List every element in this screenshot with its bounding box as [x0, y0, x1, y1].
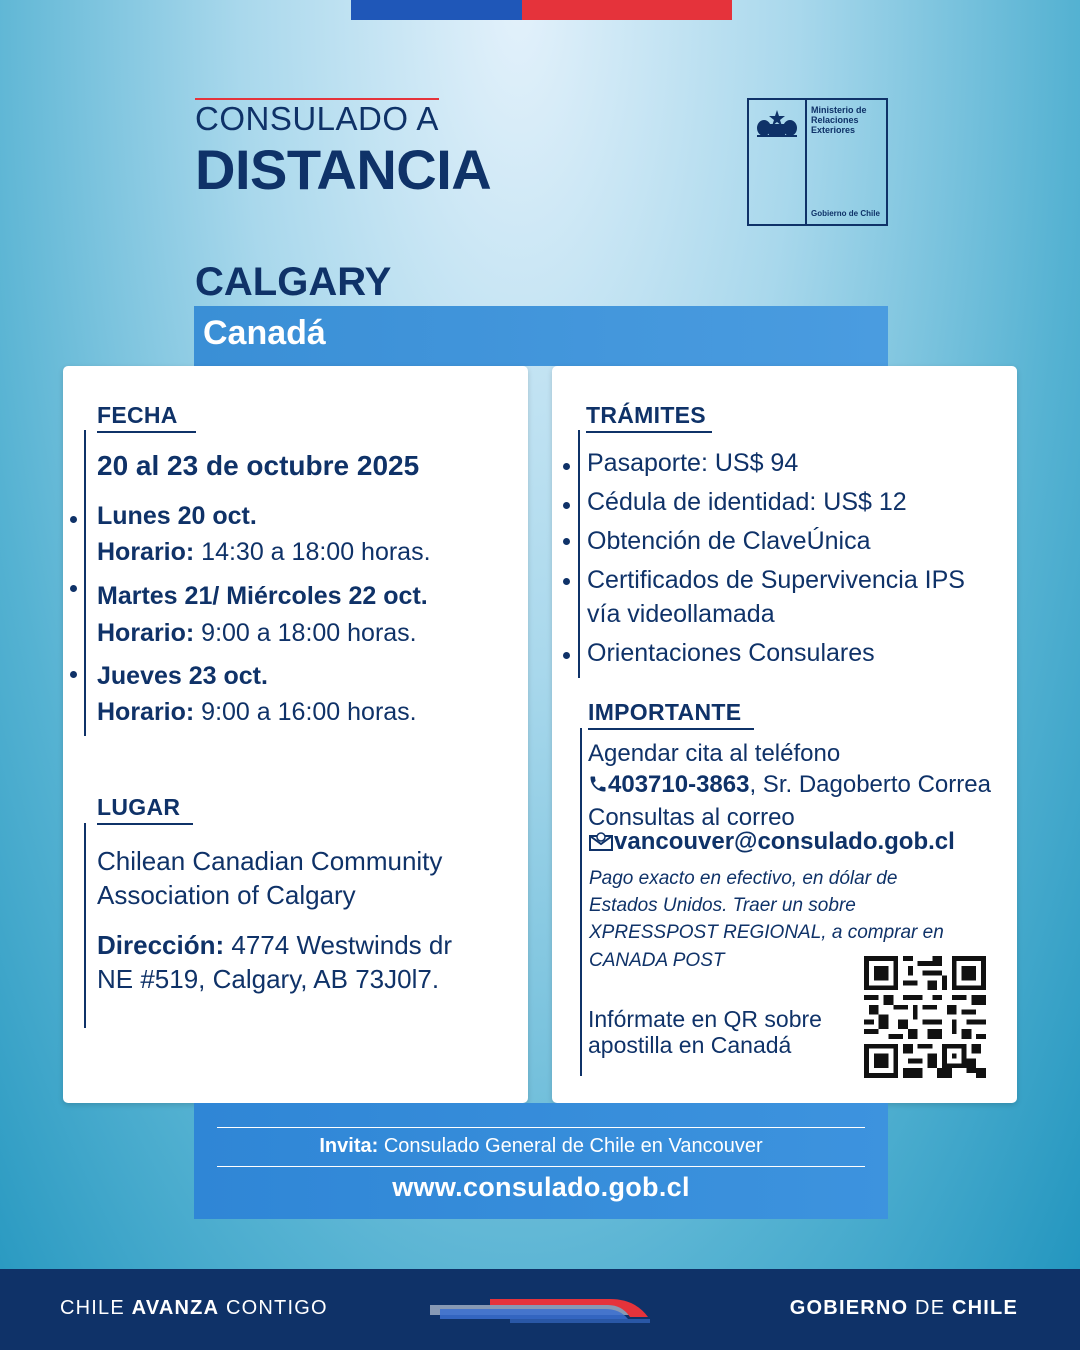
- phone-number[interactable]: 403710-3863: [608, 771, 750, 798]
- address-line-2: NE #519, Calgary, AB 73J0l7.: [97, 964, 440, 994]
- divider: [217, 1166, 865, 1167]
- note-line-2: Estados Unidos. Traer un sobre: [589, 895, 856, 916]
- note-line-1: Pago exacto en efectivo, en dólar de: [589, 868, 898, 889]
- tramite-certificados-2: vía videollamada: [587, 600, 775, 628]
- phone-icon: [588, 774, 608, 794]
- address-line-1: Dirección: 4774 Westwinds dr: [97, 930, 453, 960]
- session-2-hours: Horario: 9:00 a 18:00 horas.: [97, 619, 417, 647]
- session-1-hours: Horario: 14:30 a 18:00 horas.: [97, 538, 431, 566]
- ministry-name-2: Relaciones: [811, 115, 859, 125]
- qr-text-2: apostilla en Canadá: [588, 1032, 792, 1058]
- phone-line: 403710-3863, Sr. Dagoberto Correa: [588, 771, 991, 799]
- bullet: [563, 578, 570, 585]
- footer-bar: [0, 1269, 1080, 1350]
- bullet: [563, 538, 570, 545]
- agendar-text: Agendar cita al teléfono: [588, 740, 841, 767]
- importante-title: IMPORTANTE: [588, 699, 754, 730]
- footer-slogan: CHILE AVANZA CONTIGO: [60, 1297, 328, 1319]
- place-line-1: Chilean Canadian Community: [97, 846, 443, 876]
- fecha-divider: [84, 430, 86, 736]
- fecha-title: FECHA: [97, 402, 196, 433]
- email-address[interactable]: vancouver@consulado.gob.cl: [614, 828, 955, 855]
- page-header: [195, 98, 491, 200]
- importante-divider: [580, 728, 582, 1076]
- session-1-day: Lunes 20 oct.: [97, 502, 257, 530]
- bullet: [70, 516, 77, 523]
- flag-stripes-icon: [430, 1295, 650, 1323]
- email-line: [588, 828, 955, 856]
- session-3-day: Jueves 23 oct.: [97, 662, 268, 690]
- lugar-title: LUGAR: [97, 794, 193, 825]
- note-line-3: XPRESSPOST REGIONAL, a comprar en: [589, 922, 944, 943]
- consultas-text: Consultas al correo: [588, 804, 795, 831]
- invita-band: [194, 1103, 888, 1219]
- tramite-certificados: Certificados de Supervivencia IPS: [587, 566, 965, 594]
- qr-code-icon[interactable]: [862, 956, 988, 1078]
- tramites-divider: [578, 430, 580, 678]
- flag-red-stripe: [522, 0, 732, 20]
- ministry-name-3: Exteriores: [811, 125, 856, 135]
- tramites-title: TRÁMITES: [586, 402, 712, 433]
- tramite-orientaciones: Orientaciones Consulares: [587, 639, 875, 667]
- bullet: [563, 652, 570, 659]
- lugar-divider: [84, 823, 86, 1028]
- flag-blue-stripe: [351, 0, 522, 20]
- qr-text-1: Infórmate en QR sobre: [588, 1006, 822, 1032]
- divider: [217, 1127, 865, 1128]
- ministry-gov-label: Gobierno de Chile: [811, 209, 880, 218]
- fecha-range: 20 al 23 de octubre 2025: [97, 450, 420, 481]
- bullet: [563, 502, 570, 509]
- session-2-day: Martes 21/ Miércoles 22 oct.: [97, 582, 428, 610]
- city-title: CALGARY: [195, 260, 392, 304]
- coat-of-arms-icon: [749, 100, 807, 224]
- header-line1: CONSULADO A: [195, 100, 439, 137]
- bullet: [70, 671, 77, 678]
- email-icon: [588, 830, 614, 852]
- ministry-name-1: Ministerio de: [811, 105, 867, 115]
- footer-government: GOBIERNO DE CHILE: [789, 1297, 1018, 1319]
- invita-line: Invita: Consulado General de Chile en Vancouver: [319, 1135, 763, 1157]
- tramite-claveunica: Obtención de ClaveÚnica: [587, 527, 871, 555]
- info-card-left: [63, 366, 528, 1103]
- ministry-logo: [747, 98, 888, 226]
- bullet: [70, 585, 77, 592]
- note-line-4: CANADA POST: [589, 950, 725, 971]
- header-line2: DISTANCIA: [195, 138, 492, 201]
- place-line-2: Association of Calgary: [97, 880, 356, 910]
- website-link[interactable]: www.consulado.gob.cl: [392, 1172, 690, 1202]
- country-band: [194, 306, 888, 366]
- tramite-cedula: Cédula de identidad: US$ 12: [587, 488, 907, 516]
- country-label: Canadá: [203, 314, 326, 352]
- session-3-hours: Horario: 9:00 a 16:00 horas.: [97, 698, 417, 726]
- bullet: [563, 463, 570, 470]
- tramite-pasaporte: Pasaporte: US$ 94: [587, 449, 799, 477]
